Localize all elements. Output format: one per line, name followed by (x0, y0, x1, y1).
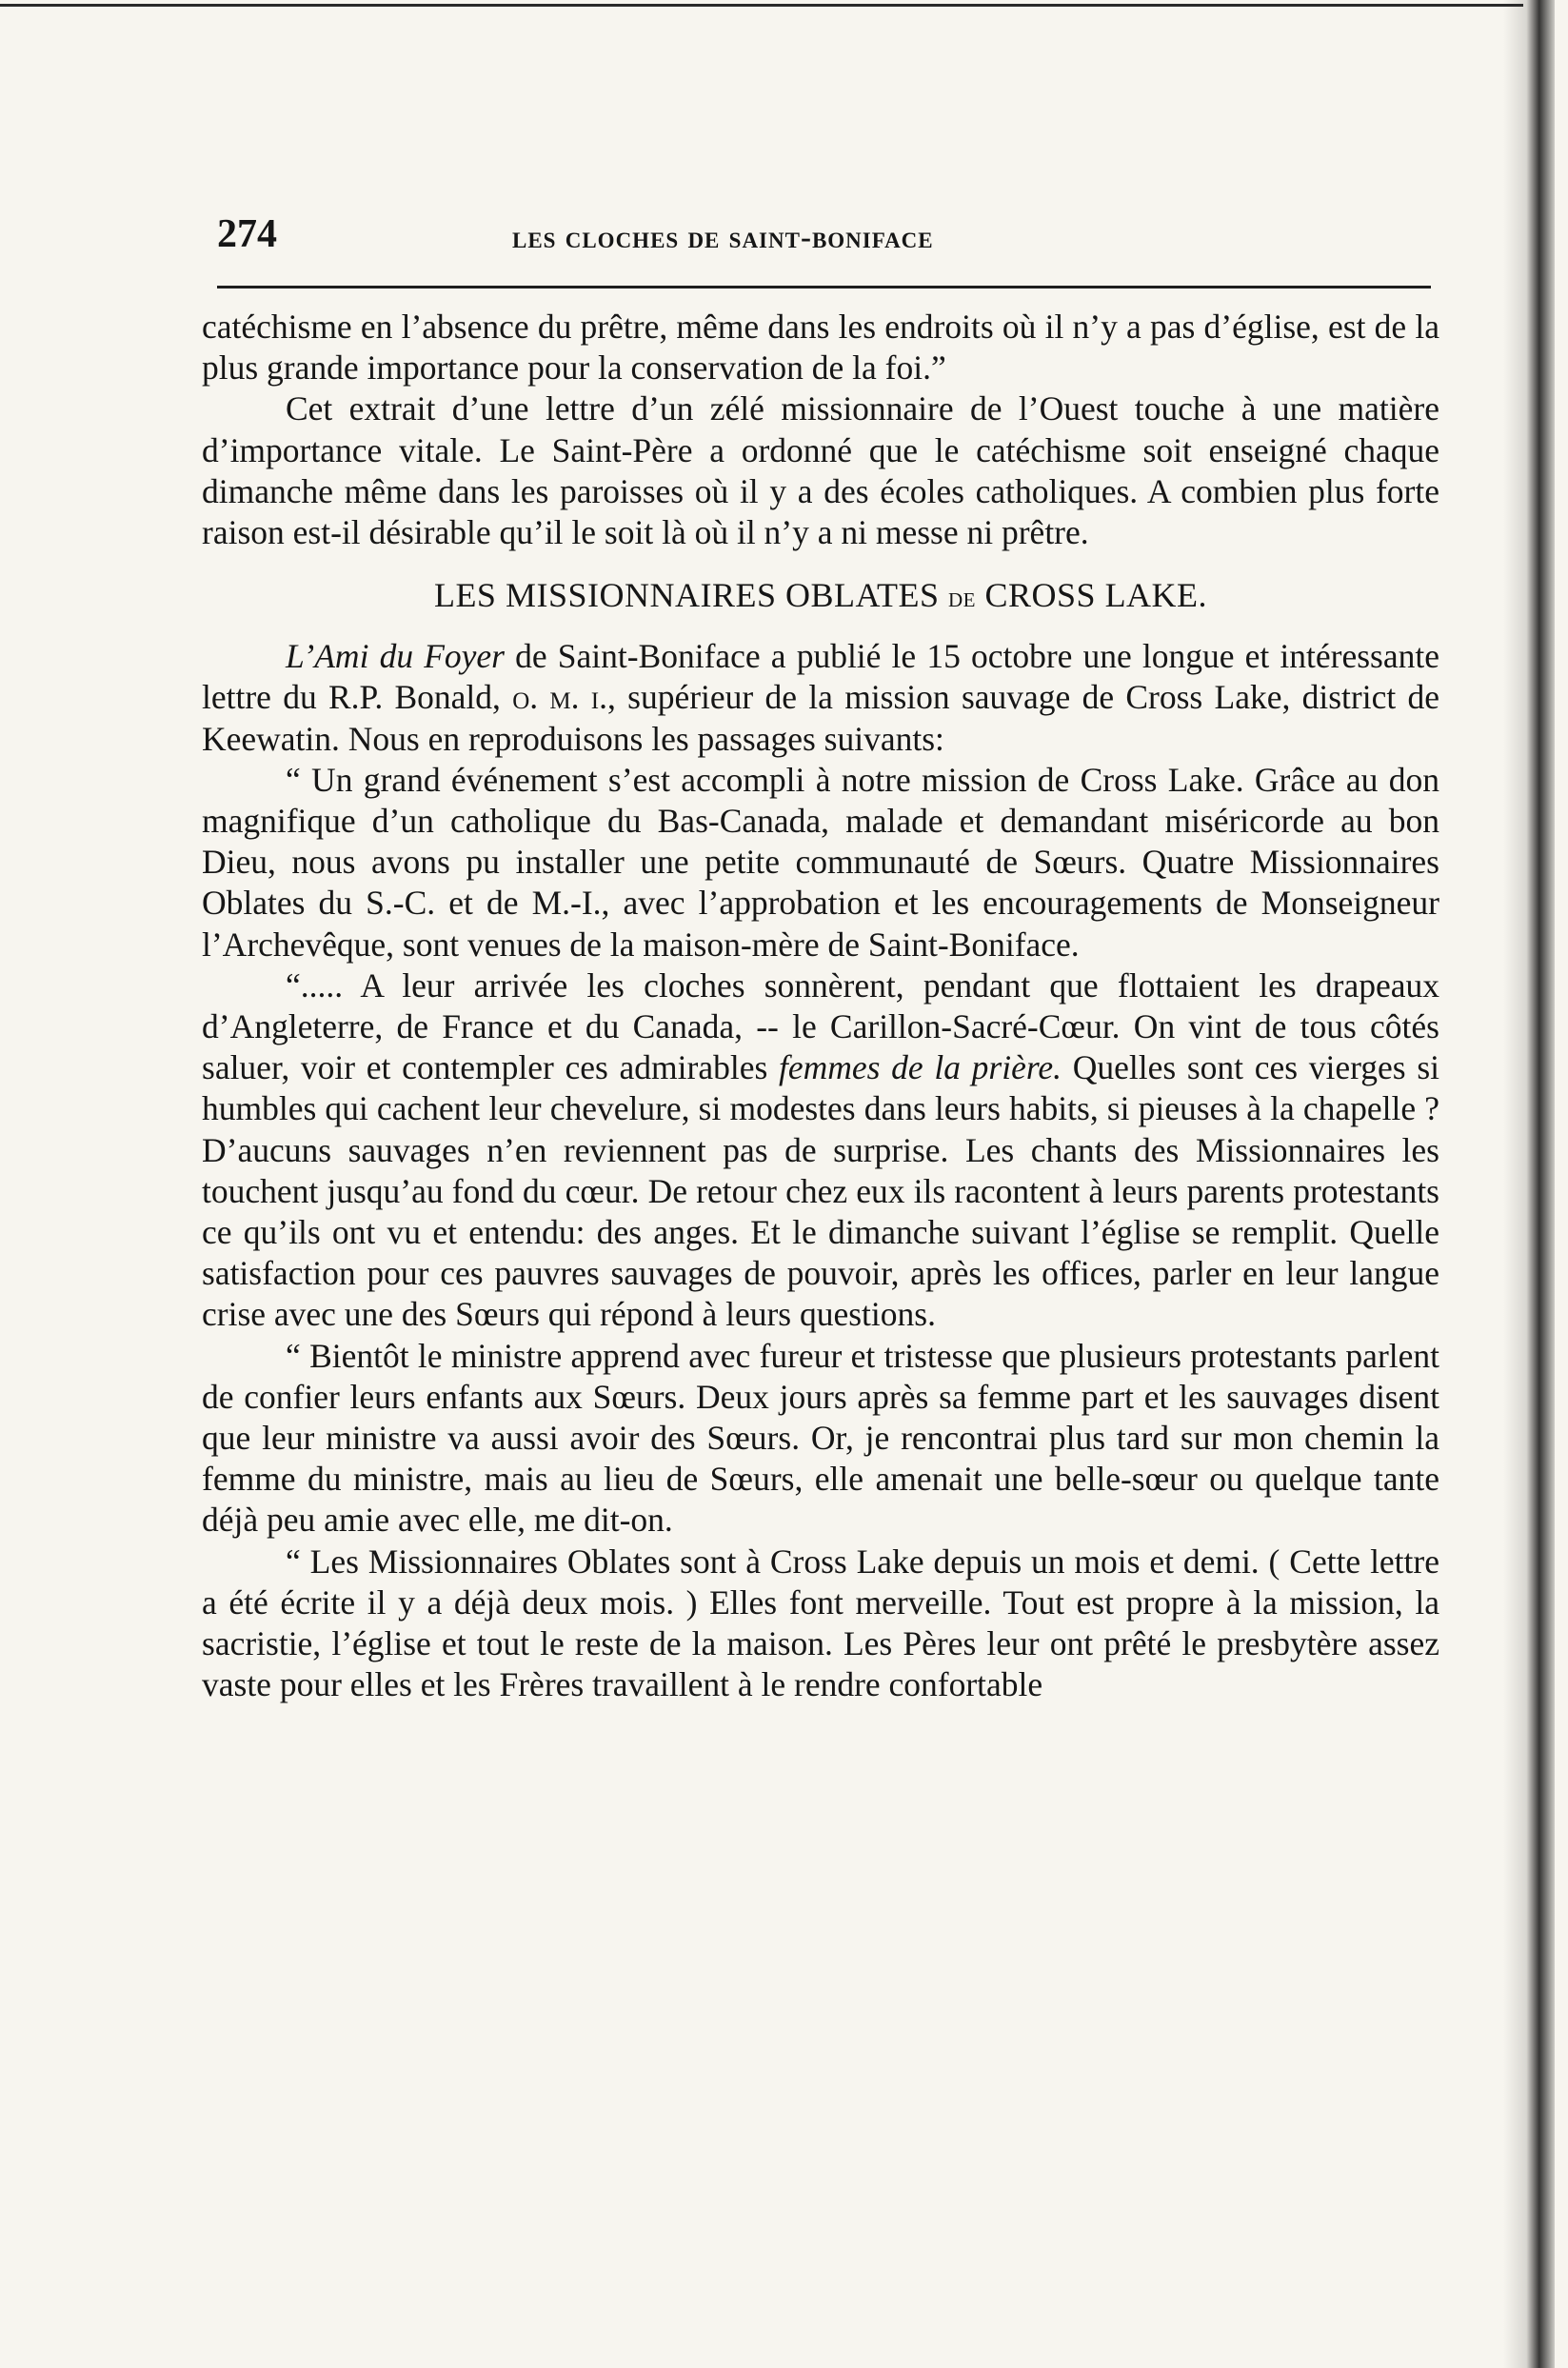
section-heading-part1: LES MISSIONNAIRES OBLATES (433, 576, 940, 615)
letter-paragraph-3: “ Bientôt le ministre apprend avec fureur et tristesse que plusieurs protestants parlent de confier leurs enfants aux Sœurs. Deux jours après sa femme part et les sauvages disent que leur ministre va aussi avoir des Sœurs. Or, je rencontrai plus tard sur mon chemin la femme du ministre, mais au lieu de Sœurs, elle amenait une belle-sœur ou quelque tante déjà peu amie avec elle, me dit-on. (202, 1336, 1439, 1540)
page-header (217, 211, 1431, 269)
omi-abbrev: o. m. i. (512, 678, 607, 717)
section-heading (202, 574, 1439, 619)
running-title: les cloches de saint-boniface (512, 221, 934, 255)
letter-p2-italic: femmes de la prière. (778, 1048, 1062, 1087)
binding-shadow (1503, 0, 1555, 2368)
paragraph-intro (202, 636, 1439, 760)
letter-paragraph-4: “ Les Missionnaires Oblates sont à Cross Lake depuis un mois et demi. ( Cette lettre a été écrite il y a déjà deux mois. ) Elles font merveille. Tout est propre à la mission, la sacristie, l’église et tout le reste de la maison. Les Pères leur ont prêté le presbytère assez vaste pour elles et les Frères travaillent à le rendre confortable (202, 1542, 1439, 1704)
paragraph-continued: catéchisme en l’absence du prêtre, même dans les endroits où il n’y a pas d’église, est de la plus grande importance pour la conservation de la foi.” (202, 308, 1439, 388)
header-rule (217, 286, 1431, 289)
paragraph-commentary: Cet extrait d’une lettre d’un zélé missionnaire de l’Ouest touche à une matière d’importance vitale. Le Saint-Père a ordonné que le catéchisme soit enseigné chaque dimanche même dans les paroisses où il y a des écoles catholiques. A combien plus forte raison est-il désirable qu’il le soit là où il n’y a ni messe ni prêtre. (202, 389, 1439, 552)
letter-paragraph-1: “ Un grand événement s’est accompli à notre mission de Cross Lake. Grâce au don magnifique d’un catholique du Bas-Canada, malade et demandant miséricorde au bon Dieu, nous avons pu installer une petite communauté de Sœurs. Quatre Missionnaires Oblates du S.-C. et de M.-I., avec l’approbation et les encouragements de Monseigneur l’Archevêque, sont venues de la maison-mère de Saint-Boniface. (202, 760, 1439, 964)
letter-p2-text-b: Quelles sont ces vierges si humbles qui cachent leur chevelure, si modestes dans leurs habits, si pieuses à la chapelle ? D’aucuns sauvages n’en reviennent pas de surprise. Les chants des Missionnaires les touchent jusqu’au fond du cœur. De retour chez eux ils racontent à leurs parents protestants ce qu’ils ont vu et entendu: des anges. Et le dimanche suivant l’église se remplit. Quelle satisfaction pour ces pauvres sauvages de pouvoir, après les offices, parler en leur langue crise avec une des Sœurs qui répond à leurs questions. (202, 1048, 1440, 1334)
section-heading-de: de (948, 582, 976, 614)
top-edge-rule (0, 4, 1523, 7)
newspaper-title: L’Ami du Foyer (286, 637, 505, 676)
page-number: 274 (217, 212, 277, 256)
letter-paragraph-2 (202, 965, 1439, 1336)
intro-text-2: , supérieur de la mission sauvage de Cross Lake, district de Keewatin. Nous en reproduisons les passages suivants: (202, 678, 1439, 758)
intro-text-1: de Saint-Boniface a publié le 15 octobre une longue et intéressante lettre du R.P. Bonald, (202, 637, 1439, 717)
letter-p2-text-a: “..... A leur arrivée les cloches sonnèrent, pendant que flottaient les drapeaux d’Angleterre, de France et du Canada, -- le Carillon-Sacré-Cœur. On vint de tous côtés saluer, voir et contempler ces admirables (202, 965, 1439, 1087)
body-text (202, 307, 1439, 1706)
section-heading-part2: CROSS LAKE. (984, 576, 1208, 615)
